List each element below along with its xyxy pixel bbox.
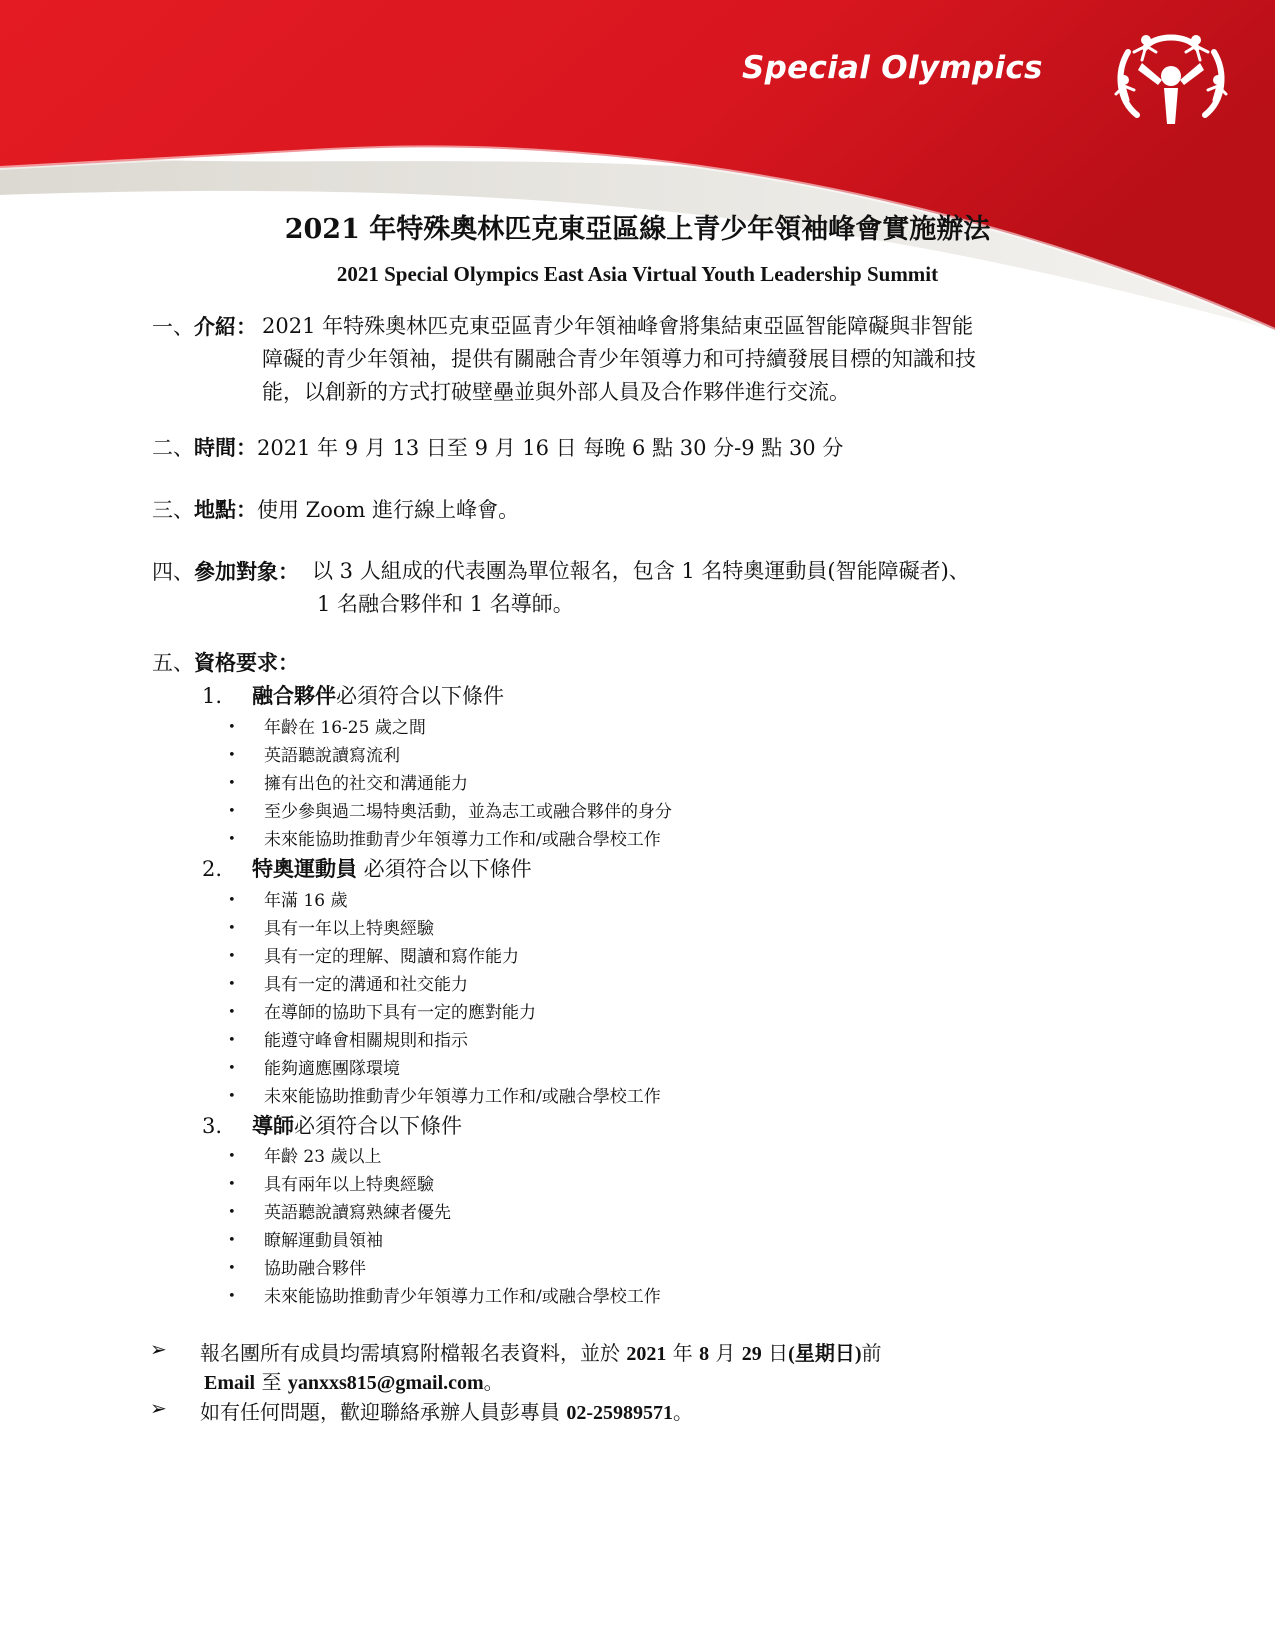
requirement-group-athlete	[202, 853, 532, 883]
list-item-text: 未來能協助推動青少年領導力工作和/或融合學校工作	[264, 1087, 661, 1107]
list-item-text: 具有一定的溝通和社交能力	[264, 975, 468, 995]
bullet-icon: •	[228, 1289, 236, 1304]
bullet-icon: •	[228, 804, 236, 819]
group-name: 特奧運動員	[252, 856, 357, 881]
list-item-text: 年齡在 16-25 歲之間	[264, 718, 426, 738]
group-suffix: 必須符合以下條件	[294, 1114, 462, 1138]
list-item-text: 年齡 23 歲以上	[264, 1147, 382, 1167]
text-line: 能，以創新的方式打破壁壘並與外部人員及合作夥伴進行交流。	[262, 380, 850, 404]
group-number: 1.	[202, 684, 223, 708]
list-item	[228, 1054, 400, 1079]
bullet-icon: •	[228, 748, 236, 763]
note-text: 前	[861, 1341, 882, 1365]
section-label: 地點：	[194, 497, 257, 522]
section-text: 2021 年 9 月 13 日至 9 月 16 日 每晚 6 點 30 分-9 點 30 分	[257, 436, 844, 460]
group-number: 3.	[202, 1114, 223, 1138]
requirement-group-mentor	[202, 1110, 462, 1140]
bullet-icon: •	[228, 1205, 236, 1220]
email-note	[204, 1366, 504, 1395]
list-item	[228, 741, 400, 766]
note-text: 月	[709, 1341, 742, 1365]
section-number: 二、	[152, 436, 194, 460]
section-label: 介紹：	[194, 314, 257, 339]
section-place	[152, 493, 519, 527]
section-time	[152, 431, 843, 465]
list-item-text: 具有一定的理解、閱讀和寫作能力	[264, 947, 519, 967]
bullet-icon: •	[228, 1261, 236, 1276]
section-intro-heading	[152, 310, 257, 344]
list-item	[228, 1142, 381, 1167]
group-name: 融合夥伴	[252, 683, 336, 708]
note-text: 報名團所有成員均需填寫附檔報名表資料，並於	[200, 1341, 627, 1365]
list-item	[228, 1226, 383, 1251]
list-item	[228, 886, 347, 911]
note-text: 日	[761, 1341, 789, 1365]
group-suffix: 必須符合以下條件	[357, 857, 532, 881]
note-text: 。	[483, 1370, 504, 1394]
bullet-icon: •	[228, 949, 236, 964]
email-label: Email	[204, 1372, 256, 1394]
list-item-text: 具有兩年以上特奧經驗	[264, 1175, 434, 1195]
text-line: 1 名融合夥伴和 1 名導師。	[317, 592, 574, 616]
list-item	[228, 1198, 451, 1223]
special-olympics-logo-icon	[1112, 20, 1230, 134]
document-subtitle: 2021 Special Olympics East Asia Virtual Youth Leadership Summit	[336, 262, 939, 286]
document-title: 2021 年特殊奧林匹克東亞區線上青少年領袖峰會實施辦法	[284, 214, 991, 245]
text-line: 2021 年特殊奧林匹克東亞區青少年領袖峰會將集結東亞區智能障礙與非智能	[262, 314, 974, 338]
section-number: 三、	[152, 498, 194, 522]
section-audience-heading	[152, 555, 299, 589]
list-item	[228, 713, 426, 738]
list-item-text: 年滿 16 歲	[264, 891, 348, 911]
section-label: 時間：	[194, 435, 257, 460]
bullet-icon: •	[228, 776, 236, 791]
note-text: 至	[255, 1370, 288, 1394]
deadline-month: 8	[699, 1343, 710, 1365]
list-item-text: 英語聽說讀寫熟練者優先	[264, 1203, 451, 1223]
list-item	[228, 769, 468, 794]
group-number: 2.	[202, 857, 223, 881]
list-item-text: 能夠適應團隊環境	[264, 1059, 400, 1079]
list-item	[228, 914, 434, 939]
list-item-text: 協助融合夥伴	[264, 1259, 366, 1279]
bullet-icon: •	[228, 1149, 236, 1164]
list-item-text: 能遵守峰會相關規則和指示	[264, 1031, 468, 1051]
list-item	[228, 1082, 661, 1107]
section-number: 四、	[152, 560, 194, 584]
deadline-weekday: (星期日)	[788, 1343, 862, 1365]
bullet-icon: •	[228, 1089, 236, 1104]
list-item	[228, 1170, 434, 1195]
phone-number[interactable]: 02-25989571	[566, 1402, 674, 1424]
list-item-text: 在導師的協助下具有一定的應對能力	[264, 1003, 536, 1023]
list-item-text: 英語聽說讀寫流利	[264, 746, 400, 766]
deadline-day: 29	[741, 1343, 762, 1365]
list-item	[228, 1282, 661, 1307]
list-item	[228, 1254, 366, 1279]
section-audience-text	[312, 555, 970, 621]
list-item	[228, 825, 661, 850]
bullet-icon: •	[228, 1005, 236, 1020]
section-number: 五、	[152, 651, 194, 675]
bullet-icon: •	[228, 720, 236, 735]
bullet-icon: •	[228, 1233, 236, 1248]
list-item-text: 具有一年以上特奧經驗	[264, 919, 434, 939]
bullet-icon: •	[228, 977, 236, 992]
list-item-text: 瞭解運動員領袖	[264, 1231, 383, 1251]
note-text: 年	[666, 1341, 700, 1365]
list-item	[228, 942, 519, 967]
list-item	[228, 970, 468, 995]
text-line: 障礙的青少年領袖，提供有關融合青少年領導力和可持續發展目標的知識和技	[262, 347, 976, 371]
list-item-text: 未來能協助推動青少年領導力工作和/或融合學校工作	[264, 1287, 661, 1307]
note-text: 。	[673, 1400, 694, 1424]
bullet-icon: •	[228, 893, 236, 908]
brand-wordmark: Special Olympics	[742, 50, 1043, 86]
list-item	[228, 998, 536, 1023]
list-item	[228, 797, 672, 822]
list-item	[228, 1026, 468, 1051]
requirement-group-partner	[202, 680, 504, 710]
section-text: 使用 Zoom 進行線上峰會。	[257, 498, 520, 522]
group-name: 導師	[252, 1113, 294, 1138]
contact-note	[200, 1396, 693, 1425]
arrow-bullet-icon: ➢	[150, 1396, 167, 1420]
note-text: 如有任何問題，歡迎聯絡承辦人員彭專員	[200, 1400, 567, 1424]
list-item-text: 未來能協助推動青少年領導力工作和/或融合學校工作	[264, 830, 661, 850]
bullet-icon: •	[228, 1177, 236, 1192]
list-item-text: 至少參與過二場特奧活動，並為志工或融合夥伴的身分	[264, 802, 672, 822]
bullet-icon: •	[228, 832, 236, 847]
list-item-text: 擁有出色的社交和溝通能力	[264, 774, 468, 794]
deadline-year: 2021	[626, 1343, 667, 1365]
registration-note	[200, 1337, 881, 1366]
bullet-icon: •	[228, 1033, 236, 1048]
arrow-bullet-icon: ➢	[150, 1337, 167, 1361]
bullet-icon: •	[228, 1061, 236, 1076]
group-suffix: 必須符合以下條件	[336, 684, 504, 708]
text-line: 以 3 人組成的代表團為單位報名，包含 1 名特奧運動員(智能障礙者)、	[312, 559, 970, 583]
bullet-icon: •	[228, 921, 236, 936]
section-number: 一、	[152, 315, 194, 339]
section-label: 參加對象：	[194, 559, 299, 584]
email-address-link[interactable]: yanxxs815@gmail.com	[287, 1372, 484, 1394]
section-label: 資格要求：	[194, 650, 299, 675]
section-intro-text	[262, 310, 976, 409]
section-requirements-heading	[152, 646, 299, 680]
